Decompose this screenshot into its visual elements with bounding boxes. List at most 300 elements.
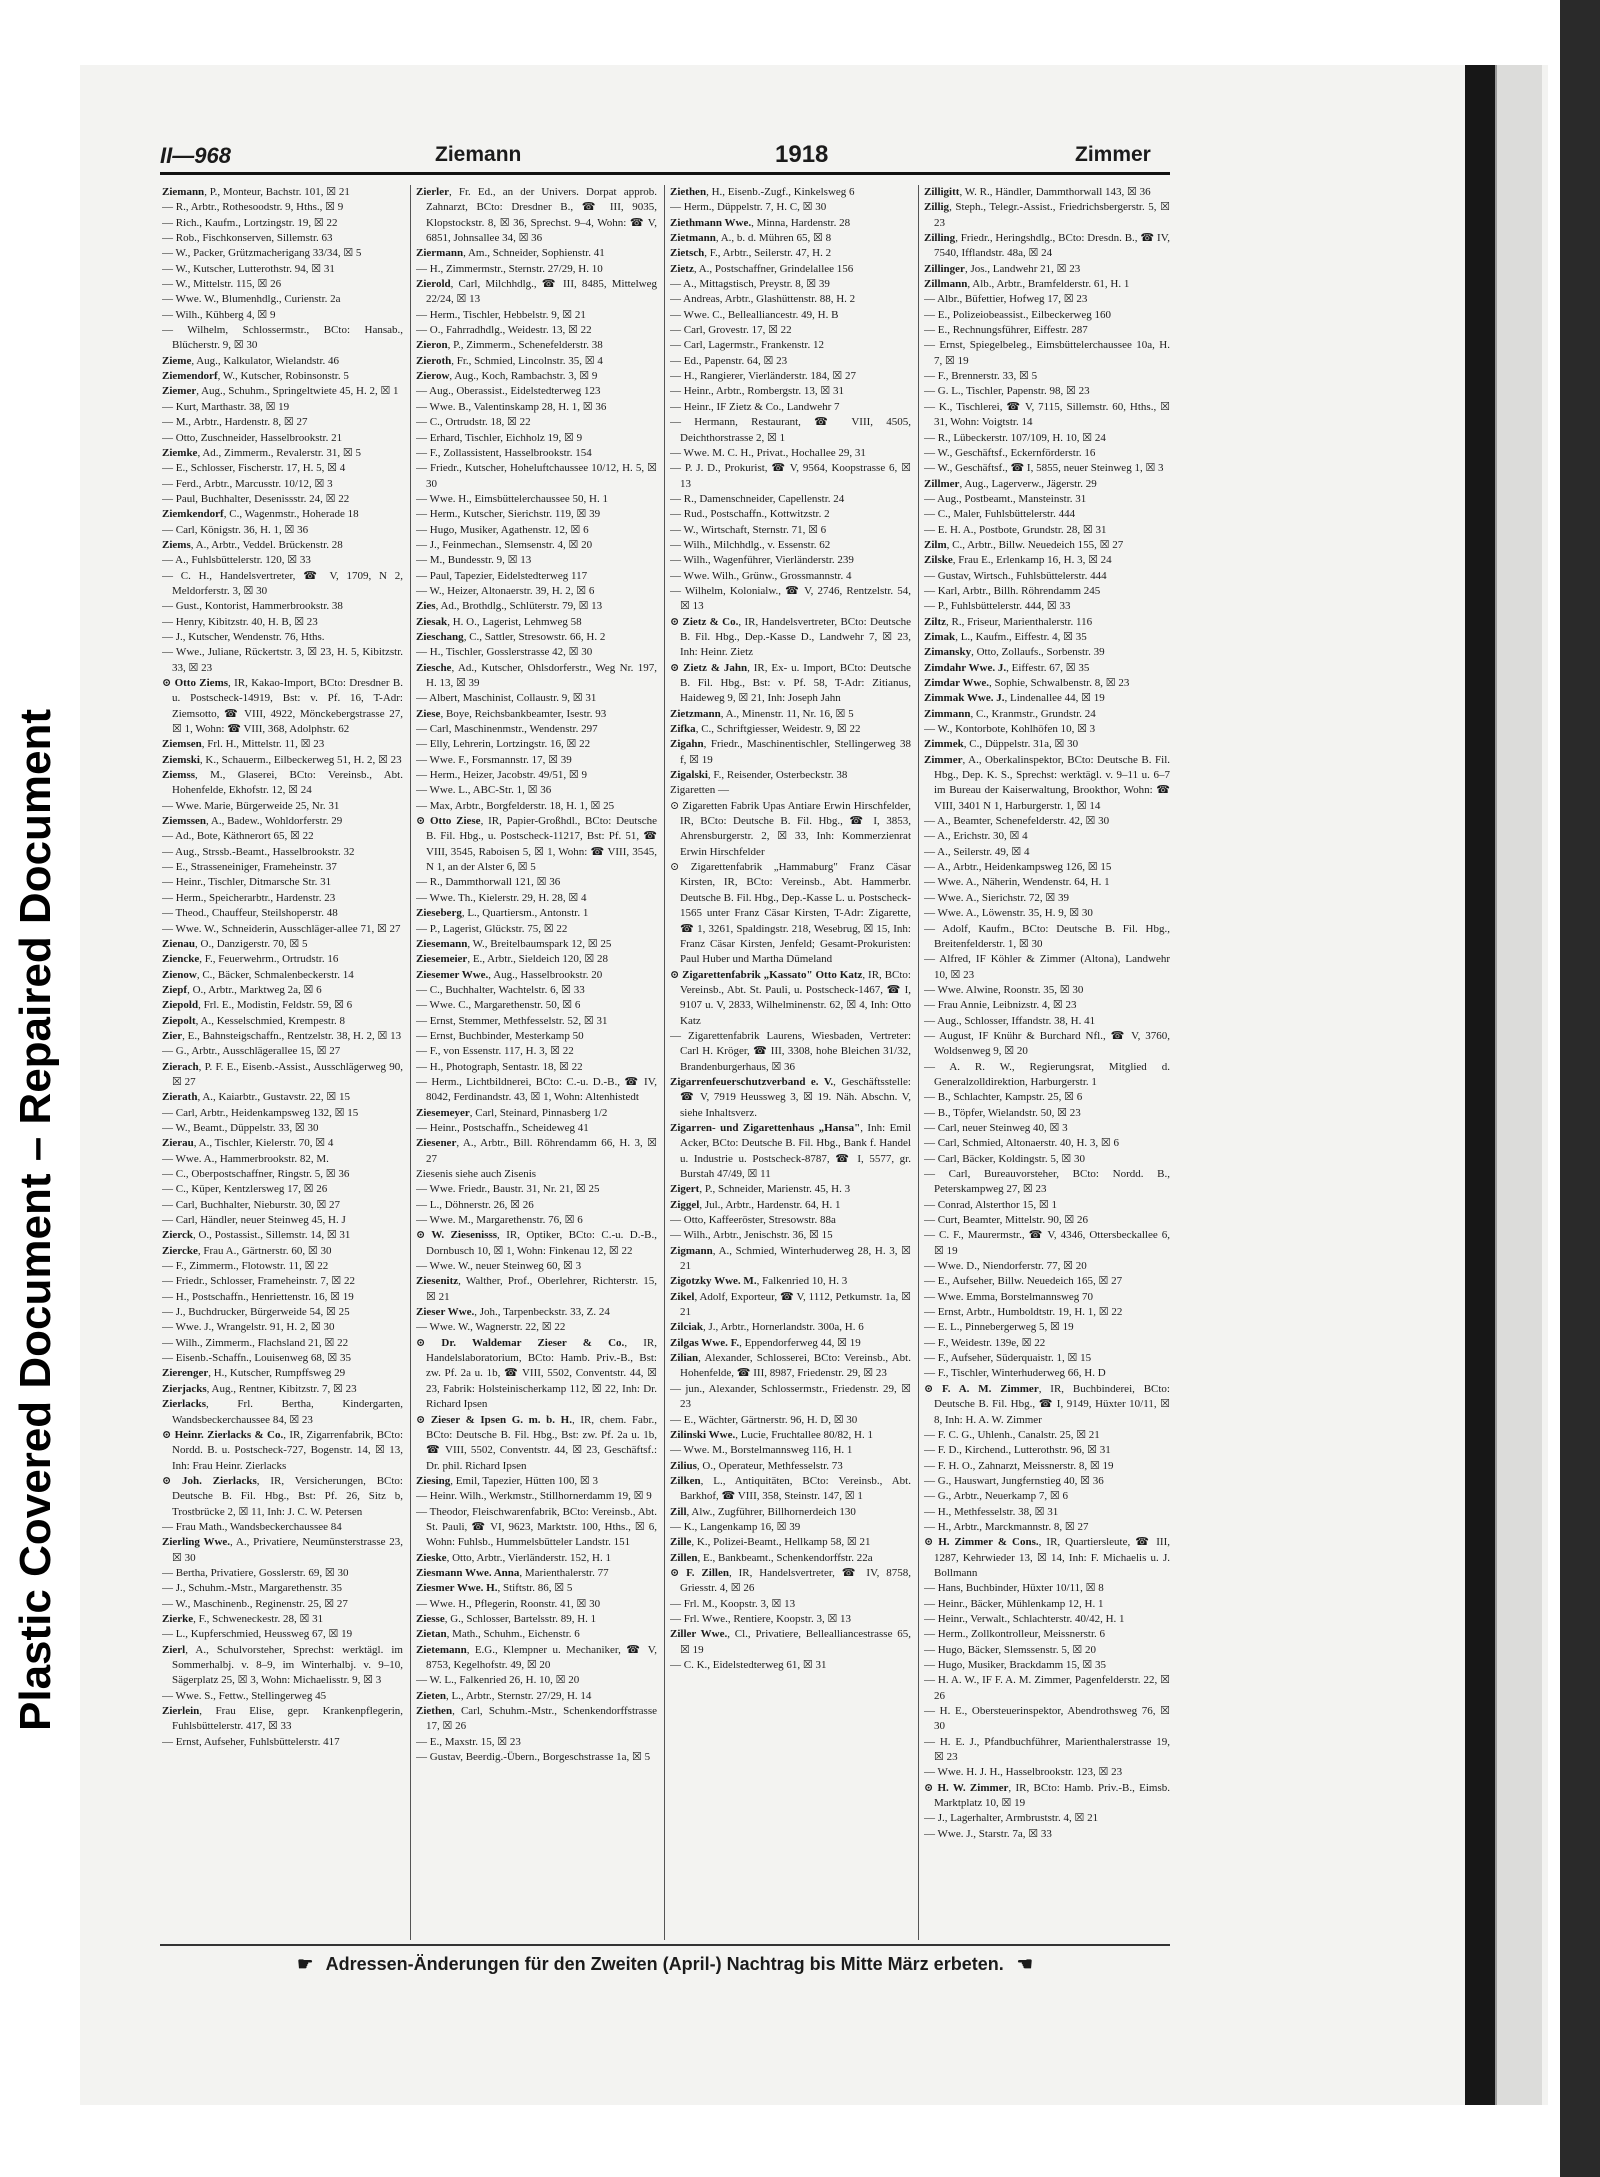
directory-entry: — R., Lübeckerstr. 107/109, H. 10, ☒ 24	[924, 431, 1106, 444]
directory-entry: Zienau, O., Danzigerstr. 70, ☒ 5	[162, 937, 308, 950]
directory-entry: — Hugo, Bäcker, Slemssenstr. 5, ☒ 20	[924, 1643, 1096, 1656]
directory-entry: Zierjacks, Aug., Rentner, Kibitzstr. 7, ☒ 23	[162, 1382, 357, 1395]
directory-entry: — Alfred, IF Köhler & Zimmer (Altona), Landwehr 10, ☒ 23	[924, 953, 1170, 981]
directory-entry: — P., Fuhlsbüttelerstr. 444, ☒ 33	[924, 600, 1071, 613]
directory-entry: — Wwe. M. C. H., Privat., Hochallee 29, 31	[670, 446, 866, 459]
directory-entry: — C. K., Eidelstedterweg 61, ☒ 31	[670, 1659, 827, 1671]
directory-entry: ⊙ Zietz & Co., IR, Handelsvertreter, BCto: Deutsche B. Fil. Hbg., Dep.-Kasse D., Landwehr 7, ☒ 23, Inh: Heinr. Zietz	[670, 615, 911, 659]
directory-entry: — Wwe. A., Näherin, Wendenstr. 64, H. 1	[924, 876, 1110, 889]
directory-entry: — W., Wirtschaft, Sternstr. 71, ☒ 6	[670, 523, 827, 536]
directory-entry: Zillen, E., Bankbeamt., Schenkendorffstr. 22a	[670, 1551, 873, 1564]
directory-entry: Ziemkendorf, C., Wagenmstr., Hoherade 18	[162, 508, 359, 521]
directory-entry: — Frl. M., Koopstr. 3, ☒ 13	[670, 1597, 796, 1610]
directory-entry: — P., Lagerist, Glückstr. 75, ☒ 22	[416, 922, 568, 935]
directory-entry: — W., Geschäftsf., ☎ I, 5855, neuer Steinweg 1, ☒ 3	[924, 462, 1164, 475]
directory-entry: — Herm., Zollkontrolleur, Meissnerstr. 6	[924, 1628, 1106, 1641]
directory-entry: Zillmer, Aug., Lagerverw., Jägerstr. 29	[924, 477, 1097, 490]
directory-entry: Ziesener, A., Arbtr., Bill. Röhrendamm 66, H. 3, ☒ 27	[416, 1137, 657, 1165]
directory-entry: — F. C. G., Uhlenh., Canalstr. 25, ☒ 21	[924, 1428, 1100, 1441]
directory-entry: Ziepold, Frl. E., Modistin, Feldstr. 59, ☒ 6	[162, 999, 353, 1012]
directory-entry: Zilian, Alexander, Schlosserei, BCto: Vereinsb., Abt. Hohenfelde, ☎ III, 8987, Friedenstr. 29, ☒ 23	[670, 1352, 911, 1380]
directory-entry: Ziems, A., Arbtr., Veddel. Brückenstr. 28	[162, 538, 343, 551]
directory-entry: Zietemann, E.G., Klempner u. Mechaniker, ☎ V, 8753, Kegelhofstr. 49, ☒ 20	[416, 1643, 657, 1671]
directory-entry: ⊙ W. Ziesenisss, IR, Optiker, BCto: C.-u. D.-B., Dornbusch 10, ☒ 1, Wohn: Finkenau 12, ☒ 22	[416, 1229, 657, 1257]
directory-entry: — jun., Alexander, Schlossermstr., Friedenstr. 29, ☒ 23	[670, 1382, 911, 1411]
directory-entry: Ziesemeyer, Carl, Steinard, Pinnasberg 1/2	[416, 1106, 608, 1119]
directory-entry: — R., Arbtr., Rothesoodstr. 9, Hths., ☒ 9	[162, 201, 344, 214]
directory-entry: — Wilh., Wagenführer, Vierländerstr. 239	[670, 554, 854, 567]
directory-entry: Zille, K., Polizei-Beamt., Hellkamp 58, ☒ 21	[670, 1536, 871, 1549]
directory-entry: — Wwe. C., Bellealliancestr. 49, H. B	[670, 308, 839, 321]
directory-entry: Zieschang, C., Sattler, Stresowstr. 66, H. 2	[416, 630, 606, 643]
directory-entry: — H., Photograph, Sentastr. 18, ☒ 22	[416, 1060, 583, 1073]
directory-entry: — Theod., Chauffeur, Steilshoperstr. 48	[162, 907, 338, 920]
directory-entry: — H. A. W., IF F. A. M. Zimmer, Pagenfelderstr. 22, ☒ 26	[924, 1674, 1170, 1702]
directory-entry: — A., Fuhlsbüttelerstr. 120, ☒ 33	[162, 554, 311, 567]
directory-entry: Zierow, Aug., Koch, Rambachstr. 3, ☒ 9	[416, 370, 598, 383]
directory-entry: — E., Schlosser, Fischerstr. 17, H. 5, ☒ 4	[162, 462, 346, 475]
directory-entry: — M., Bundesstr. 9, ☒ 13	[416, 554, 532, 567]
directory-entry: — W., Mittelstr. 115, ☒ 26	[162, 278, 282, 291]
directory-entry: — Carl, neuer Steinweg 40, ☒ 3	[924, 1121, 1068, 1134]
directory-entry: — Rud., Postschaffn., Kottwitzstr. 2	[670, 508, 830, 521]
directory-entry: — Gustav, Beerdig.-Übern., Borgeschstrasse 1a, ☒ 5	[416, 1751, 651, 1764]
directory-entry: — Bertha, Privatiere, Gosslerstr. 69, ☒ 30	[162, 1566, 349, 1579]
directory-entry: Zierenger, H., Kutscher, Rumpffsweg 29	[162, 1367, 346, 1380]
directory-entry: — F., Brennerstr. 33, ☒ 5	[924, 370, 1038, 383]
directory-entry: Zigotzky Wwe. M., Falkenried 10, H. 3	[670, 1275, 848, 1288]
directory-entry: — E., Maxstr. 15, ☒ 23	[416, 1735, 521, 1748]
directory-entry: ⊙ Zigarettenfabrik „Kassato" Otto Katz, IR, BCto: Vereinsb., Abt. St. Pauli, u. Postscheck-1467, ☎ I, 9107 u. V, 2833, Wilhelminenstr. 62, ☒ 4, Inh: Otto Katz	[670, 968, 911, 1027]
directory-column-3	[670, 185, 911, 1940]
directory-entry: — Theodor, Fleischwarenfabrik, BCto: Vereinsb., Abt. St. Pauli, ☎ VI, 9623, Marktstr. 100, Hths., ☒ 6, Wohn: Fuhlsb., Hummelsbütteler Landstr. 151	[416, 1505, 657, 1549]
directory-entry: — W., Kontorbote, Kohlhöfen 10, ☒ 3	[924, 723, 1096, 736]
directory-entry: — E., Strasseneiniger, Frameheinstr. 37	[162, 861, 337, 874]
directory-entry: — Carl, Lagermstr., Frankenstr. 12	[670, 339, 824, 352]
directory-entry: Zieme, Aug., Kalkulator, Wielandstr. 46	[162, 354, 340, 367]
directory-entry: — Albert, Maschinist, Collaustr. 9, ☒ 31	[416, 692, 597, 705]
directory-entry: — H., Rangierer, Vierländerstr. 184, ☒ 27	[670, 370, 857, 383]
directory-entry: — Wwe. B., Valentinskamp 28, H. 1, ☒ 36	[416, 400, 607, 413]
directory-entry: — K., Tischlerei, ☎ V, 7115, Sillemstr. 60, Hths., ☒ 31, Wohn: Voigtstr. 14	[924, 400, 1170, 429]
directory-entry: ⊙ Otto Ziems, IR, Kakao-Import, BCto: Dresdner B. u. Postscheck-14919, Bst: v. Pf. 16, T-Adr: Ziemsotto, ☎ VIII, 4922, Mönckebergstrasse 27, ☒ 1, Wohn: ☎ VIII, 368, Adolphstr. 62	[162, 677, 403, 736]
directory-entry: Zietsch, F., Arbtr., Seilerstr. 47, H. 2	[670, 247, 832, 260]
directory-entry: — Wwe. J., Starstr. 7a, ☒ 33	[924, 1827, 1052, 1840]
directory-entry: ⊙ Zigarettenfabrik „Hammaburg" Franz Cäsar Kirsten, IR, BCto: Vereinsb., Abt. Hammerbr. Deutsche B. Fil. Hbg., Dep.-Kasse L. u. Postscheck-1565 unter Franz Cäsar Kirsten, T-Adr: Zigarette, ☎ 1, 3261, Spaldingstr. 218, Wesebrug, ☒ 15, Inh: Franz Cäsar Kirsten, Jenfeld; Gesamt-Prokuristen: Paul Huber und Martha Dümeland	[670, 861, 911, 966]
directory-entry: Ziesenis siehe auch Zisenis	[416, 1168, 537, 1180]
directory-entry: — Rob., Fischkonserven, Sillemstr. 63	[162, 232, 333, 245]
directory-entry: Zigahn, Friedr., Maschinentischler, Stellingerweg 38 f, ☒ 19	[670, 738, 911, 766]
directory-entry: — Carl, Arbtr., Heidenkampsweg 132, ☒ 15	[162, 1106, 359, 1119]
directory-entry: — Hans, Buchbinder, Hüxter 10/11, ☒ 8	[924, 1582, 1104, 1595]
directory-entry: — C., Oberpostschaffner, Ringstr. 5, ☒ 36	[162, 1168, 350, 1180]
directory-entry: Zilling, Friedr., Heringshdlg., BCto: Dresdn. B., ☎ IV, 7540, Ifflandstr. 48a, ☒ 24	[924, 232, 1170, 260]
directory-entry: Zilm, C., Arbtr., Billw. Neuedeich 155, ☒ 27	[924, 538, 1124, 551]
directory-entry: Zieser Wwe., Joh., Tarpenbeckstr. 33, Z. 24	[416, 1306, 610, 1319]
directory-entry: — Friedr., Schlosser, Frameheinstr. 7, ☒ 22	[162, 1275, 356, 1288]
directory-entry: Ziesing, Emil, Tapezier, Hütten 100, ☒ 3	[416, 1474, 598, 1487]
directory-entry: Zies, Ad., Brothdlg., Schlüterstr. 79, ☒ 13	[416, 600, 603, 613]
directory-entry: — Conrad, Alsterthor 15, ☒ 1	[924, 1198, 1057, 1211]
directory-entry: — Wwe. D., Niendorferstr. 77, ☒ 20	[924, 1260, 1087, 1273]
column-divider	[664, 185, 665, 1940]
directory-entry: — Hugo, Musiker, Agathenstr. 12, ☒ 6	[416, 523, 589, 536]
directory-entry: — Wwe. Marie, Bürgerweide 25, Nr. 31	[162, 799, 340, 812]
directory-entry: — Wwe. F., Forsmannstr. 17, ☒ 39	[416, 753, 572, 766]
directory-entry: — Henry, Kibitzstr. 40, H. B, ☒ 23	[162, 615, 318, 628]
footer-notice: Adressen-Änderungen für den Zweiten (April-) Nachtrag bis Mitte März erbeten.	[325, 1954, 1004, 1974]
directory-entry: — Karl, Arbtr., Billh. Röhrendamm 245	[924, 584, 1101, 597]
directory-entry: — Wwe. M., Margarethenstr. 76, ☒ 6	[416, 1214, 583, 1227]
directory-entry: — Heinr. Wilh., Werkmstr., Stillhornerdamm 19, ☒ 9	[416, 1490, 652, 1503]
directory-entry: — Otto, Kaffeeröster, Stresowstr. 88a	[670, 1214, 836, 1227]
directory-entry: — Ad., Bote, Käthnerort 65, ☒ 22	[162, 830, 314, 843]
directory-entry: Ziemendorf, W., Kutscher, Robinsonstr. 5	[162, 370, 349, 383]
header-first-name: Ziemann	[435, 143, 522, 166]
directory-entry: — Wwe. A., Löwenstr. 35, H. 9, ☒ 30	[924, 907, 1093, 920]
directory-entry: Ziemssen, A., Badew., Wohldorferstr. 29	[162, 815, 343, 828]
directory-entry: — Zigarettenfabrik Laurens, Wiesbaden, Vertreter: Carl H. Kröger, ☎ III, 3308, hohe Bleichen 31/32, Brandenburgerhaus, ☒ 36	[670, 1029, 911, 1073]
directory-entry: — E., Aufseher, Billw. Neuedeich 165, ☒ 27	[924, 1275, 1123, 1288]
book-spine-shadow	[1465, 65, 1495, 2105]
directory-entry: ⊙ Zietz & Jahn, IR, Ex- u. Import, BCto: Deutsche B. Fil. Hbg., Bst: v. Pf. 58, T-Adr: Zitianus, Haideweg 9, ☒ 21, Inh: Joseph Jahn	[670, 661, 911, 705]
directory-entry: — H., Tischler, Gosslerstrasse 42, ☒ 30	[416, 646, 593, 659]
directory-entry: — Aug., Oberassist., Eidelstedterweg 123	[416, 385, 601, 398]
directory-entry: Ziltz, R., Friseur, Marienthalerstr. 116	[924, 615, 1093, 628]
directory-entry: — A., Arbtr., Heidenkampsweg 126, ☒ 15	[924, 861, 1112, 874]
directory-entry: — G., Arbtr., Neuerkamp 7, ☒ 6	[924, 1490, 1068, 1503]
directory-entry: Zierke, F., Schweneckestr. 28, ☒ 31	[162, 1612, 324, 1625]
directory-entry: — F., von Essenstr. 117, H. 3, ☒ 22	[416, 1045, 574, 1058]
directory-entry: Ziesemann, W., Breitelbaumspark 12, ☒ 25	[416, 937, 612, 950]
column-divider	[918, 185, 919, 1940]
header-last-name: Zimmer	[1075, 143, 1151, 166]
directory-entry: — Heinr., Bäcker, Mühlenkamp 12, H. 1	[924, 1597, 1104, 1610]
directory-entry: — W., Kutscher, Lutterothstr. 94, ☒ 31	[162, 262, 335, 275]
directory-entry: Ziesenitz, Walther, Prof., Oberlehrer, Richterstr. 15, ☒ 21	[416, 1275, 657, 1303]
directory-entry: Zilken, L., Antiquitäten, BCto: Vereinsb., Abt. Barkhof, ☎ VIII, 358, Steinstr. 147, ☒ 1	[670, 1474, 911, 1503]
directory-entry: — Wwe. C., Margarethenstr. 50, ☒ 6	[416, 999, 581, 1012]
directory-entry: — Wwe. W., Wagnerstr. 22, ☒ 22	[416, 1321, 566, 1334]
directory-entry: Zierold, Carl, Milchhdlg., ☎ III, 8485, Mittelweg 22/24, ☒ 13	[416, 278, 657, 306]
directory-entry: Zieske, Otto, Arbtr., Vierländerstr. 152, H. 1	[416, 1551, 611, 1564]
directory-entry: — Wwe. S., Fettw., Stellingerweg 45	[162, 1689, 327, 1702]
directory-entry: — Herm., Lichtbildnerei, BCto: C.-u. D.-B., ☎ IV, 8042, Ferdinandstr. 43, ☒ 1, Wohn: Altenhistedt	[416, 1075, 657, 1104]
directory-entry: Zieten, L., Arbtr., Sternstr. 27/29, H. 14	[416, 1689, 592, 1702]
directory-entry: — H., Zimmermstr., Sternstr. 27/29, H. 10	[416, 262, 603, 275]
directory-entry: Zienow, C., Bäcker, Schmalenbeckerstr. 14	[162, 968, 354, 981]
directory-entry: — Carl, Grovestr. 17, ☒ 22	[670, 324, 792, 337]
directory-entry: — Ernst, Arbtr., Humboldtstr. 19, H. 1, ☒ 22	[924, 1306, 1123, 1319]
directory-entry: Zilinski Wwe., Lucie, Fruchtallee 80/82, H. 1	[670, 1428, 873, 1441]
directory-entry: — Frau Math., Wandsbeckerchaussee 84	[162, 1520, 342, 1533]
directory-entry: Ziemer, Aug., Schuhm., Springeltwiete 45, H. 2, ☒ 1	[162, 385, 399, 398]
directory-entry: — Paul, Buchhalter, Desenissstr. 24, ☒ 22	[162, 492, 350, 505]
directory-entry: Zigalski, F., Reisender, Osterbeckstr. 38	[670, 769, 848, 782]
directory-entry: — Carl, Königstr. 36, H. 1, ☒ 36	[162, 523, 309, 536]
directory-entry: — W., Beamt., Düppelstr. 33, ☒ 30	[162, 1121, 319, 1134]
directory-entry: — Curt, Beamter, Mittelstr. 90, ☒ 26	[924, 1214, 1089, 1227]
directory-entry: Ziercke, Frau A., Gärtnerstr. 60, ☒ 30	[162, 1244, 332, 1257]
directory-entry: — Ernst, Stemmer, Methfesselstr. 52, ☒ 31	[416, 1014, 608, 1027]
directory-entry: Ziesemeier, E., Arbtr., Sieldeich 120, ☒ 28	[416, 953, 608, 966]
directory-entry: — Ernst, Aufseher, Fuhlsbüttelerstr. 417	[162, 1735, 340, 1748]
directory-entry: — F., Zollassistent, Hasselbrookstr. 154	[416, 446, 592, 459]
directory-entry: ⊙ Zieser & Ipsen G. m. b. H., IR, chem. Fabr., BCto: Deutsche B. Fil. Hbg., Bst: zw. Pf. 2a u. 1b, ☎ VIII, 5502, Conventstr. 44, ☒ 23, Geschäftsf.: Dr. phil. Richard Ipsen	[416, 1413, 657, 1472]
directory-entry: Zillinger, Jos., Landwehr 21, ☒ 23	[924, 262, 1081, 275]
directory-entry: — H., Methfesselstr. 38, ☒ 31	[924, 1505, 1059, 1518]
directory-entry: Ziencke, F., Feuerwehrm., Ortrudstr. 16	[162, 953, 339, 966]
directory-entry: ⊙ F. A. M. Zimmer, IR, Buchbinderei, BCto: Deutsche B. Fil. Hbg., ☎ I, 9149, Hüxter 10/11, ☒ 8, Inh: H. A. W. Zimmer	[924, 1382, 1170, 1426]
directory-entry: — Erhard, Tischler, Eichholz 19, ☒ 9	[416, 431, 583, 444]
pointing-hand-left-icon: ☚	[1016, 1954, 1033, 1974]
directory-entry: — Wwe. A., Sierichstr. 72, ☒ 39	[924, 891, 1070, 904]
directory-entry: Zimansky, Otto, Zollaufs., Sorbenstr. 39	[924, 646, 1105, 659]
directory-entry: Ziermann, Am., Schneider, Sophienstr. 41	[416, 247, 605, 260]
directory-entry: — Herm., Kutscher, Sierichstr. 119, ☒ 39	[416, 508, 601, 521]
directory-entry: — Ed., Papenstr. 64, ☒ 23	[670, 354, 788, 367]
directory-entry: — C., Küper, Kentzlersweg 17, ☒ 26	[162, 1183, 328, 1196]
facing-page-edge	[1495, 65, 1542, 2105]
directory-entry: — Wwe., Juliane, Rückertstr. 3, ☒ 23, H. 5, Kibitzstr. 33, ☒ 23	[162, 646, 403, 674]
directory-entry: — Wwe. Th., Kielerstr. 29, H. 28, ☒ 4	[416, 891, 587, 904]
directory-entry: — Wilhelm, Schlossermstr., BCto: Hansab., Blücherstr. 9, ☒ 30	[162, 324, 403, 352]
directory-entry: — C., Ortrudstr. 18, ☒ 22	[416, 416, 531, 429]
directory-entry: — Hugo, Musiker, Brackdamm 15, ☒ 35	[924, 1659, 1107, 1671]
column-divider	[410, 185, 411, 1940]
directory-entry: Zierau, A., Tischler, Kielerstr. 70, ☒ 4	[162, 1137, 334, 1150]
directory-entry: Zieron, P., Zimmerm., Schenefelderstr. 38	[416, 339, 603, 352]
directory-entry: Ziese, Boye, Reichsbankbeamter, Isestr. 93	[416, 707, 607, 720]
directory-entry: — Wilh., Kühberg 4, ☒ 9	[162, 308, 276, 321]
directory-entry: — J., Lagerhalter, Armbruststr. 4, ☒ 21	[924, 1812, 1099, 1825]
directory-entry: Ziesse, G., Schlosser, Bartelsstr. 89, H. 1	[416, 1612, 597, 1625]
directory-entry: — Eisenb.-Schaffn., Louisenweg 68, ☒ 35	[162, 1352, 351, 1365]
directory-entry: — Carl, Maschinenmstr., Wendenstr. 297	[416, 723, 598, 736]
directory-entry: — Gustav, Wirtsch., Fuhlsbüttelerstr. 444	[924, 569, 1107, 582]
directory-entry: — Frl. Wwe., Rentiere, Koopstr. 3, ☒ 13	[670, 1612, 852, 1625]
directory-entry: Zimak, L., Kaufm., Eiffestr. 4, ☒ 35	[924, 630, 1087, 643]
directory-entry: Zimdahr Wwe. J., Eiffestr. 67, ☒ 35	[924, 661, 1090, 674]
directory-entry: Ziemke, Ad., Zimmerm., Revalerstr. 31, ☒ 5	[162, 446, 361, 459]
directory-entry: Zillmann, Alb., Arbtr., Bramfelderstr. 61, H. 1	[924, 278, 1130, 291]
directory-entry: — E. L., Pinnebergerweg 5, ☒ 19	[924, 1321, 1074, 1334]
page-header	[160, 143, 1170, 173]
directory-entry: — J., Kutscher, Wendenstr. 76, Hths.	[162, 630, 325, 643]
directory-entry: — Wilh., Zimmerm., Flachsland 21, ☒ 22	[162, 1336, 349, 1349]
directory-entry: — Heinr., IF Zietz & Co., Landwehr 7	[670, 400, 840, 413]
directory-entry: — Max, Arbtr., Borgfelderstr. 18, H. 1, ☒ 25	[416, 799, 615, 812]
directory-entry: — G. L., Tischler, Papenstr. 98, ☒ 23	[924, 385, 1090, 398]
directory-entry: — Paul, Tapezier, Eidelstedterweg 117	[416, 569, 588, 582]
directory-entry: — W., Packer, Grützmacherigang 33/34, ☒ 5	[162, 247, 362, 260]
directory-entry: — Ernst, Spiegelbeleg., Eimsbüttelerchaussee 10a, H. 7, ☒ 19	[924, 339, 1170, 367]
directory-entry: — Andreas, Arbtr., Glashüttenstr. 88, H. 2	[670, 293, 856, 306]
directory-entry: — Herm., Tischler, Hebbelstr. 9, ☒ 21	[416, 308, 586, 321]
directory-entry: — W., Heizer, Altonaerstr. 39, H. 2, ☒ 6	[416, 584, 595, 597]
directory-entry: Zillig, Steph., Telegr.-Assist., Friedrichsbergerstr. 5, ☒ 23	[924, 201, 1170, 229]
directory-entry: Ziemann, P., Monteur, Bachstr. 101, ☒ 21	[162, 186, 350, 198]
directory-entry: Zieroth, Fr., Schmied, Lincolnstr. 35, ☒ 4	[416, 354, 603, 367]
directory-entry: Zigaretten —	[670, 784, 729, 797]
page-number: II—968	[160, 143, 231, 168]
directory-entry: ⊙ Heinr. Zierlacks & Co., IR, Zigarrenfabrik, BCto: Nordd. B. u. Postscheck-727, Bogenstr. 14, ☒ 13, Inh: Frau Heinr. Zierlacks	[162, 1428, 403, 1472]
directory-entry: Zilligitt, W. R., Händler, Dammthorwall 143, ☒ 36	[924, 186, 1151, 198]
directory-entry: — Wwe. H., Eimsbüttelerchaussee 50, H. 1	[416, 492, 608, 505]
directory-entry: Zigert, P., Schneider, Marienstr. 45, H. 3	[670, 1183, 851, 1196]
directory-entry: ⊙ H. Zimmer & Cons., IR, Quartiersleute, ☎ III, 1287, Kehrwieder 13, ☒ 14, Inh: F. Michaelis u. J. Bollmann	[924, 1536, 1170, 1579]
directory-entry: Ziggel, Jul., Arbtr., Hardenstr. 64, H. 1	[670, 1198, 841, 1211]
directory-entry: — Hermann, Restaurant, ☎ VIII, 4505, Deichthorstrasse 2, ☒ 1	[670, 416, 911, 444]
directory-entry: — Carl, Buchhalter, Nieburstr. 30, ☒ 27	[162, 1198, 341, 1211]
directory-entry: — Albr., Büfettier, Hofweg 17, ☒ 23	[924, 293, 1088, 306]
directory-entry: Zierath, A., Kaiarbtr., Gustavstr. 22, ☒ 15	[162, 1091, 350, 1104]
directory-entry: ⊙ Otto Ziese, IR, Papier-Großhdl., BCto: Deutsche B. Fil. Hbg., u. Postscheck-11217, Bst: Pf. 51, ☎ VIII, 3545, Raboisen 5, ☒ 1, Wohn: ☎ VIII, 3545, N 1, an der Alster 6, ☒ 5	[416, 815, 657, 874]
directory-entry: — Wilh., Arbtr., Jenischstr. 36, ☒ 15	[670, 1229, 833, 1242]
directory-entry: Zierach, P. F. E., Eisenb.-Assist., Ausschlägerweg 90, ☒ 27	[162, 1060, 403, 1088]
directory-entry: — August, IF Knühr & Burchard Nfl., ☎ V, 3760, Woldsenweg 9, ☒ 20	[924, 1029, 1170, 1058]
directory-entry: — Friedr., Kutscher, Hoheluftchaussee 10/12, H. 5, ☒ 30	[416, 462, 657, 490]
directory-entry: ⊙ H. W. Zimmer, IR, BCto: Hamb. Priv.-B., Eimsb. Marktplatz 10, ☒ 19	[924, 1781, 1170, 1810]
directory-entry: — Heinr., Arbtr., Rombergstr. 13, ☒ 31	[670, 385, 845, 398]
directory-entry: Zilciak, J., Arbtr., Hornerlandstr. 300a, H. 6	[670, 1321, 864, 1334]
directory-entry: — Ferd., Arbtr., Marcusstr. 10/12, ☒ 3	[162, 477, 333, 490]
directory-entry: Zierling Wwe., A., Privatiere, Neumünsterstrasse 23, ☒ 30	[162, 1536, 403, 1564]
footer-rule	[160, 1944, 1170, 1946]
directory-entry: Zierler, Fr. Ed., an der Univers. Dorpat approb. Zahnarzt, BCto: Dresdner B., ☎ III, 9035, Klopstockstr. 8, ☒ 36, Sprechst. 9–4, Wohn: ☎ V, 6851, Johnsallee 34, ☒ 36	[416, 186, 657, 245]
directory-entry: — C. H., Handelsvertreter, ☎ V, 1709, N 2, Meldorferstr. 3, ☒ 30	[162, 569, 403, 597]
directory-entry: — Wwe. Emma, Borstelmannsweg 70	[924, 1290, 1094, 1303]
directory-entry: Zierlacks, Frl. Bertha, Kindergarten, Wandsbeckerchaussee 84, ☒ 23	[162, 1398, 403, 1426]
directory-entry: — Heinr., Postschaffn., Scheideweg 41	[416, 1121, 589, 1134]
directory-entry: Ziesemer Wwe., Aug., Hasselbrookstr. 20	[416, 968, 603, 981]
directory-entry: Ziepf, O., Arbtr., Marktweg 2a, ☒ 6	[162, 983, 322, 996]
directory-entry: — R., Damenschneider, Capellenstr. 24	[670, 492, 845, 505]
directory-entry: — J., Feinmechan., Slemsenstr. 4, ☒ 20	[416, 538, 593, 551]
directory-entry: Ziesmann Wwe. Anna, Marienthalerstr. 77	[416, 1566, 609, 1579]
directory-entry: — Herm., Düppelstr. 7, H. C, ☒ 30	[670, 201, 827, 214]
directory-entry: Ziller Wwe., Cl., Privatiere, Bellealliancestrasse 65, ☒ 19	[670, 1628, 911, 1656]
directory-entry: — Wwe. Wilh., Grünw., Grossmannstr. 4	[670, 569, 852, 582]
directory-entry: — M., Arbtr., Hardenstr. 8, ☒ 27	[162, 416, 308, 429]
directory-entry: — F., Weidestr. 139e, ☒ 22	[924, 1336, 1046, 1349]
directory-entry: Ziesak, H. O., Lagerist, Lehmweg 58	[416, 615, 582, 628]
directory-entry: — K., Langenkamp 16, ☒ 39	[670, 1520, 801, 1533]
directory-entry: — P. J. D., Prokurist, ☎ V, 9564, Koopstrasse 6, ☒ 13	[670, 462, 911, 490]
directory-entry: — Wwe. Alwine, Roonstr. 35, ☒ 30	[924, 983, 1084, 996]
directory-entry: Zierck, O., Postassist., Sillemstr. 14, ☒ 31	[162, 1229, 351, 1242]
directory-entry: Zill, Alw., Zugführer, Billhornerdeich 130	[670, 1505, 856, 1518]
directory-entry: — E. H. A., Postbote, Grundstr. 28, ☒ 31	[924, 523, 1107, 536]
directory-entry: — Elly, Lehrerin, Lortzingstr. 16, ☒ 22	[416, 738, 591, 751]
directory-entry: — Wwe. M., Borstelmannsweg 116, H. 1	[670, 1444, 853, 1457]
directory-entry: — A., Beamter, Schenefelderstr. 42, ☒ 30	[924, 815, 1110, 828]
directory-entry: — Aug., Schlosser, Iffandstr. 38, H. 41	[924, 1014, 1096, 1027]
directory-entry: — Ernst, Buchbinder, Mesterkamp 50	[416, 1029, 584, 1042]
header-rule	[160, 172, 1170, 175]
directory-entry: — W., Geschäftsf., Eckernförderstr. 16	[924, 446, 1096, 459]
directory-entry: — L., Döhnerstr. 26, ☒ 26	[416, 1198, 534, 1211]
directory-entry: — Adolf, Kaufm., BCto: Deutsche B. Fil. Hbg., Breitenfelderstr. 1, ☒ 30	[924, 922, 1170, 950]
directory-column-4	[924, 185, 1170, 1940]
directory-entry: — O., Fahrradhdlg., Weidestr. 13, ☒ 22	[416, 324, 592, 337]
directory-entry: Zietan, Math., Schuhm., Eichenstr. 6	[416, 1628, 580, 1641]
pointing-hand-right-icon: ☛	[297, 1954, 314, 1974]
directory-entry: — Wwe. W., Schneiderin, Ausschläger-allee 71, ☒ 27	[162, 922, 401, 935]
directory-entry: Zilius, O., Operateur, Methfesselstr. 73	[670, 1459, 843, 1472]
directory-entry: Zimdar Wwe., Sophie, Schwalbenstr. 8, ☒ 23	[924, 677, 1130, 689]
directory-entry: Zietmann, A., b. d. Mühren 65, ☒ 8	[670, 232, 832, 245]
directory-entry: — Heinr., Tischler, Ditmarsche Str. 31	[162, 876, 332, 889]
directory-entry: — Wilhelm, Kolonialw., ☎ V, 2746, Rentzelstr. 54, ☒ 13	[670, 584, 911, 613]
directory-entry: Ziepolt, A., Kesselschmied, Krempestr. 8	[162, 1014, 346, 1027]
directory-entry: — Carl, Bäcker, Koldingstr. 5, ☒ 30	[924, 1152, 1085, 1165]
directory-entry: — E., Polizeiobeassist., Eilbeckerweg 160	[924, 308, 1111, 321]
directory-entry: Ziethmann Wwe., Minna, Hardenstr. 28	[670, 216, 851, 229]
directory-entry: — Wwe. J., Wrangelstr. 91, H. 2, ☒ 30	[162, 1321, 335, 1334]
directory-entry: — C., Maler, Fuhlsbüttelerstr. 444	[924, 508, 1076, 521]
directory-entry: — G., Arbtr., Ausschlägerallee 15, ☒ 27	[162, 1045, 341, 1058]
directory-entry: — Wwe. H., Pflegerin, Roonstr. 41, ☒ 30	[416, 1597, 601, 1610]
directory-entry: Zierlein, Frau Elise, gepr. Krankenpflegerin, Fuhlsbüttelerstr. 417, ☒ 33	[162, 1705, 403, 1733]
directory-entry: — Gust., Kontorist, Hammerbrookstr. 38	[162, 600, 343, 613]
directory-entry: — Wilh., Milchhdlg., v. Essenstr. 62	[670, 538, 831, 551]
directory-entry: Ziemsen, Frl. H., Mittelstr. 11, ☒ 23	[162, 738, 325, 751]
directory-entry: Zilgas Wwe. F., Eppendorferweg 44, ☒ 19	[670, 1336, 861, 1349]
directory-entry: — H., Postschaffn., Henriettenstr. 16, ☒ 19	[162, 1290, 354, 1303]
directory-entry: — Wwe. W., neuer Steinweg 60, ☒ 3	[416, 1260, 582, 1273]
directory-entry: — H. E., Obersteuerinspektor, Abendrothsweg 76, ☒ 30	[924, 1705, 1170, 1733]
directory-entry: — Wwe. A., Hammerbrookstr. 82, M.	[162, 1152, 329, 1165]
directory-entry: — Aug., Strssb.-Beamt., Hasselbrookstr. 32	[162, 845, 355, 858]
directory-entry: Zimmek, C., Düppelstr. 31a, ☒ 30	[924, 738, 1079, 751]
directory-entry: — F. H. O., Zahnarzt, Meissnerstr. 8, ☒ 19	[924, 1459, 1114, 1472]
directory-entry: — Carl, Schmied, Altonaerstr. 40, H. 3, ☒ 6	[924, 1137, 1120, 1150]
directory-entry: Ziethen, H., Eisenb.-Zugf., Kinkelsweg 6	[670, 186, 855, 198]
directory-entry: — F., Zimmerm., Flotowstr. 11, ☒ 22	[162, 1260, 329, 1273]
directory-entry: — R., Dammthorwall 121, ☒ 36	[416, 876, 561, 889]
directory-entry: — G., Hauswart, Jungfernstieg 40, ☒ 36	[924, 1474, 1104, 1487]
directory-entry: — Herm., Heizer, Jacobstr. 49/51, ☒ 9	[416, 769, 588, 782]
directory-entry: — Rich., Kaufm., Lortzingstr. 19, ☒ 22	[162, 216, 338, 229]
directory-entry: — E., Wächter, Gärtnerstr. 96, H. D, ☒ 30	[670, 1413, 858, 1426]
directory-entry: ⊙ Joh. Zierlacks, IR, Versicherungen, BCto: Deutsche B. Fil. Hbg., Bst: Pf. 26, Sitz b, Trostbrücke 2, ☒ 11, Inh: J. C. W. Petersen	[162, 1474, 403, 1518]
directory-entry: — C., Buchhalter, Wachtelstr. 6, ☒ 33	[416, 983, 585, 996]
directory-entry: ⊙ Zigaretten Fabrik Upas Antiare Erwin Hirschfelder, IR, BCto: Deutsche B. Fil. Hbg., ☎ I, 3853, Ahrensburgerstr. 2, ☒ 33, Inh: Kommerzienrat Erwin Hirschfelder	[670, 799, 911, 858]
directory-entry: — J., Buchdrucker, Bürgerweide 54, ☒ 25	[162, 1306, 350, 1319]
directory-entry: Zigmann, A., Schmied, Winterhuderweg 28, H. 3, ☒ 21	[670, 1244, 911, 1273]
directory-entry: Zikel, Adolf, Exporteur, ☎ V, 1112, Petkumstr. 1a, ☒ 21	[670, 1290, 911, 1319]
directory-entry: Ziesmer Wwe. H., Stiftstr. 86, ☒ 5	[416, 1582, 573, 1595]
directory-entry: Ziesche, Ad., Kutscher, Ohlsdorferstr., Weg Nr. 197, H. 13, ☒ 39	[416, 661, 657, 689]
directory-entry: — J., Schuhm.-Mstr., Margarethenstr. 35	[162, 1582, 343, 1595]
directory-entry: Ziemski, K., Schauerm., Eilbeckerweg 51, H. 2, ☒ 23	[162, 753, 402, 766]
directory-entry: — W., Maschinenb., Reginenstr. 25, ☒ 27	[162, 1597, 348, 1610]
directory-column-2	[416, 185, 657, 1940]
directory-entry: Zietz, A., Postschaffner, Grindelallee 156	[670, 262, 854, 275]
directory-entry: — A., Seilerstr. 49, ☒ 4	[924, 845, 1030, 858]
directory-entry: — Herm., Speicherarbtr., Hardenstr. 23	[162, 891, 336, 904]
directory-entry: Ziethen, Carl, Schuhm.-Mstr., Schenkendorffstrasse 17, ☒ 26	[416, 1705, 657, 1733]
directory-entry: Zigarrenfeuerschutzverband e. V., Geschäftsstelle: ☎ V, 7919 Heussweg 3, ☒ 19. Näh. Abschn. V, siehe Inhaltsverz.	[670, 1075, 911, 1119]
directory-entry: — W. L., Falkenried 26, H. 10, ☒ 20	[416, 1674, 580, 1687]
directory-entry: — C. F., Maurermstr., ☎ V, 4346, Ottersbeckallee 6, ☒ 19	[924, 1229, 1170, 1257]
directory-entry: Zilske, Frau E., Erlenkamp 16, H. 3, ☒ 24	[924, 554, 1112, 567]
directory-entry: Zimmer, A., Oberkalinspektor, BCto: Deutsche B. Fil. Hbg., Dep. K. S., Sprechst: werktägl. v. 9–11 u. 6–7 im Bureau der Kaiserwaltung, Brookthor, Wohn: ☎ VIII, 3401 N 1, Harburgerstr. 1, ☒ 14	[924, 753, 1170, 812]
directory-entry: — A., Erichstr. 30, ☒ 4	[924, 830, 1028, 843]
directory-entry: Zimmak Wwe. J., Lindenallee 44, ☒ 19	[924, 692, 1105, 705]
page-footer	[160, 1954, 1170, 1975]
